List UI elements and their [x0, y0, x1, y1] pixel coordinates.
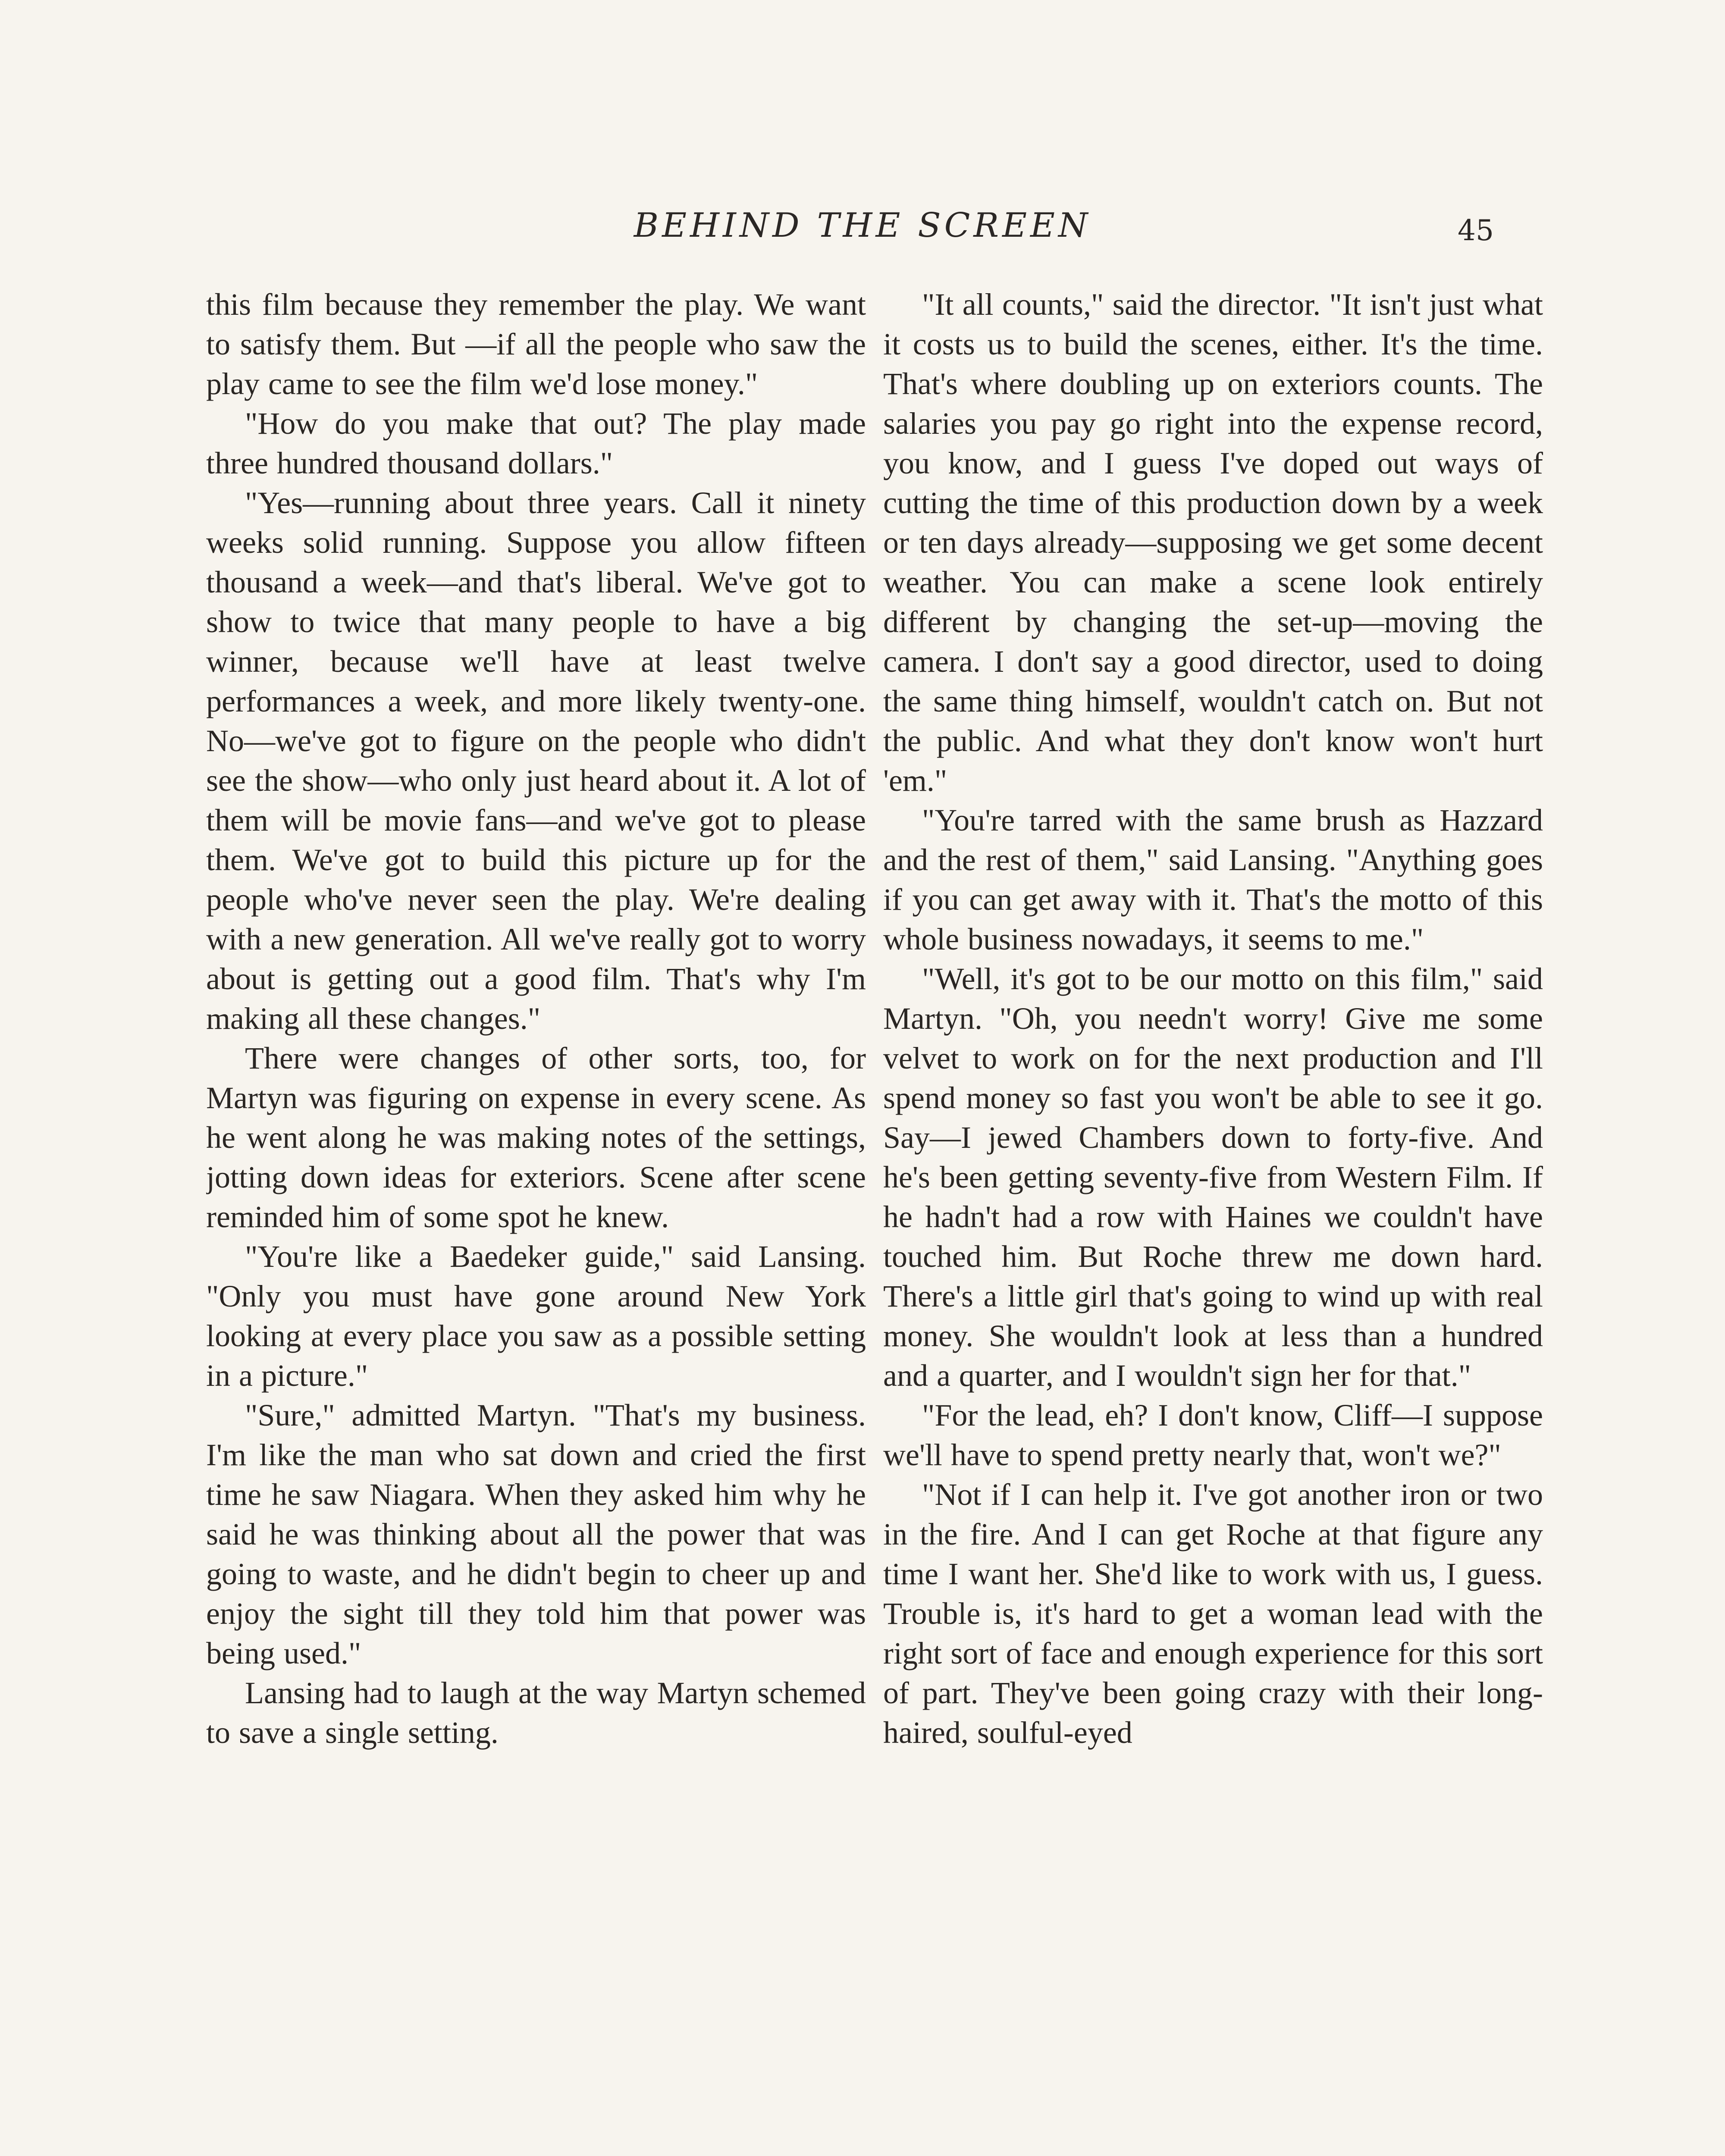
- paragraph: "Well, it's got to be our motto on this film," said Martyn. "Oh, you needn't worry! Give me some velvet to work on for the next production and I'll spend money so fast you won't be able to see it go. Say—I jewed Chambers down to forty-five. And he's been getting seventy-five from Western Film. If he hadn't had a row with Haines we couldn't have touched him. But Roche threw me down hard. There's a little girl that's going to wind up with real money. She wouldn't look at less than a hundred and a quarter, and I wouldn't sign her for that.": [883, 962, 1543, 1393]
- paragraph: "Sure," admitted Martyn. "That's my business. I'm like the man who sat down and cried the first time he saw Niagara. When they asked him why he said he was thinking about all the power that was going to waste, and he didn't begin to cheer up and enjoy the sight till they told him that power was being used.": [206, 1398, 866, 1670]
- paragraph: "You're like a Baedeker guide," said Lansing. "Only you must have gone around New York looking at every place you saw as a possible setting in a picture.": [206, 1239, 866, 1393]
- paragraph: "How do you make that out? The play made three hundred thousand dollars.": [206, 406, 866, 480]
- paragraph: "Not if I can help it. I've got another iron or two in the fire. And I can get Roche at that figure any time I want her. She'd like to work with us, I guess. Trouble is, it's hard to get a woman lead with the right sort of face and enough experience for this sort of part. They've been going crazy with their long-haired, soulful-eyed: [883, 1477, 1543, 1750]
- paragraph: Lansing had to laugh at the way Martyn schemed to save a single setting.: [206, 1676, 866, 1750]
- paragraph: There were changes of other sorts, too, for Martyn was figuring on expense in every scene. As he went along he was making notes of the settings, jotting down ideas for exteriors. Scene after scene reminded him of some spot he knew.: [206, 1041, 866, 1234]
- paragraph: "Yes—running about three years. Call it ninety weeks solid running. Suppose you allow fifteen thousand a week—and that's liberal. We've got to show to twice that many people to have a big winner, because we'll have at least twelve performances a week, and more likely twenty-one. No—we've got to figure on the people who didn't see the show—who only just heard about it. A lot of them will be movie fans—and we've got to please them. We've got to build this picture up for the people who've never seen the play. We're dealing with a new generation. All we've really got to worry about is getting out a good film. That's why I'm making all these changes.": [206, 486, 866, 1036]
- paragraph: this film because they remember the play. We want to satisfy them. But —if all the people who saw the play came to see the film we'd lose money.": [206, 287, 866, 401]
- page-number: 45: [1458, 214, 1494, 247]
- left-column: [206, 285, 866, 2156]
- right-column: [883, 285, 1543, 2156]
- paragraph: "You're tarred with the same brush as Hazzard and the rest of them," said Lansing. "Anything goes if you can get away with it. That's the motto of this whole business nowadays, it seems to me.": [883, 803, 1543, 956]
- running-head: [0, 206, 1725, 254]
- paragraph: "For the lead, eh? I don't know, Cliff—I suppose we'll have to spend pretty nearly that, won't we?": [883, 1398, 1543, 1472]
- paragraph: "It all counts," said the director. "It isn't just what it costs us to build the scenes, either. It's the time. That's where doubling up on exteriors counts. The salaries you pay go right into the expense record, you know, and I guess I've doped out ways of cutting the time of this production down by a week or ten days already—supposing we get some decent weather. You can make a scene look entirely different by changing the set-up—moving the camera. I don't say a good director, used to doing the same thing himself, wouldn't catch on. But not the public. And what they don't know won't hurt 'em.": [883, 287, 1543, 798]
- running-title: BEHIND THE SCREEN: [634, 206, 1091, 245]
